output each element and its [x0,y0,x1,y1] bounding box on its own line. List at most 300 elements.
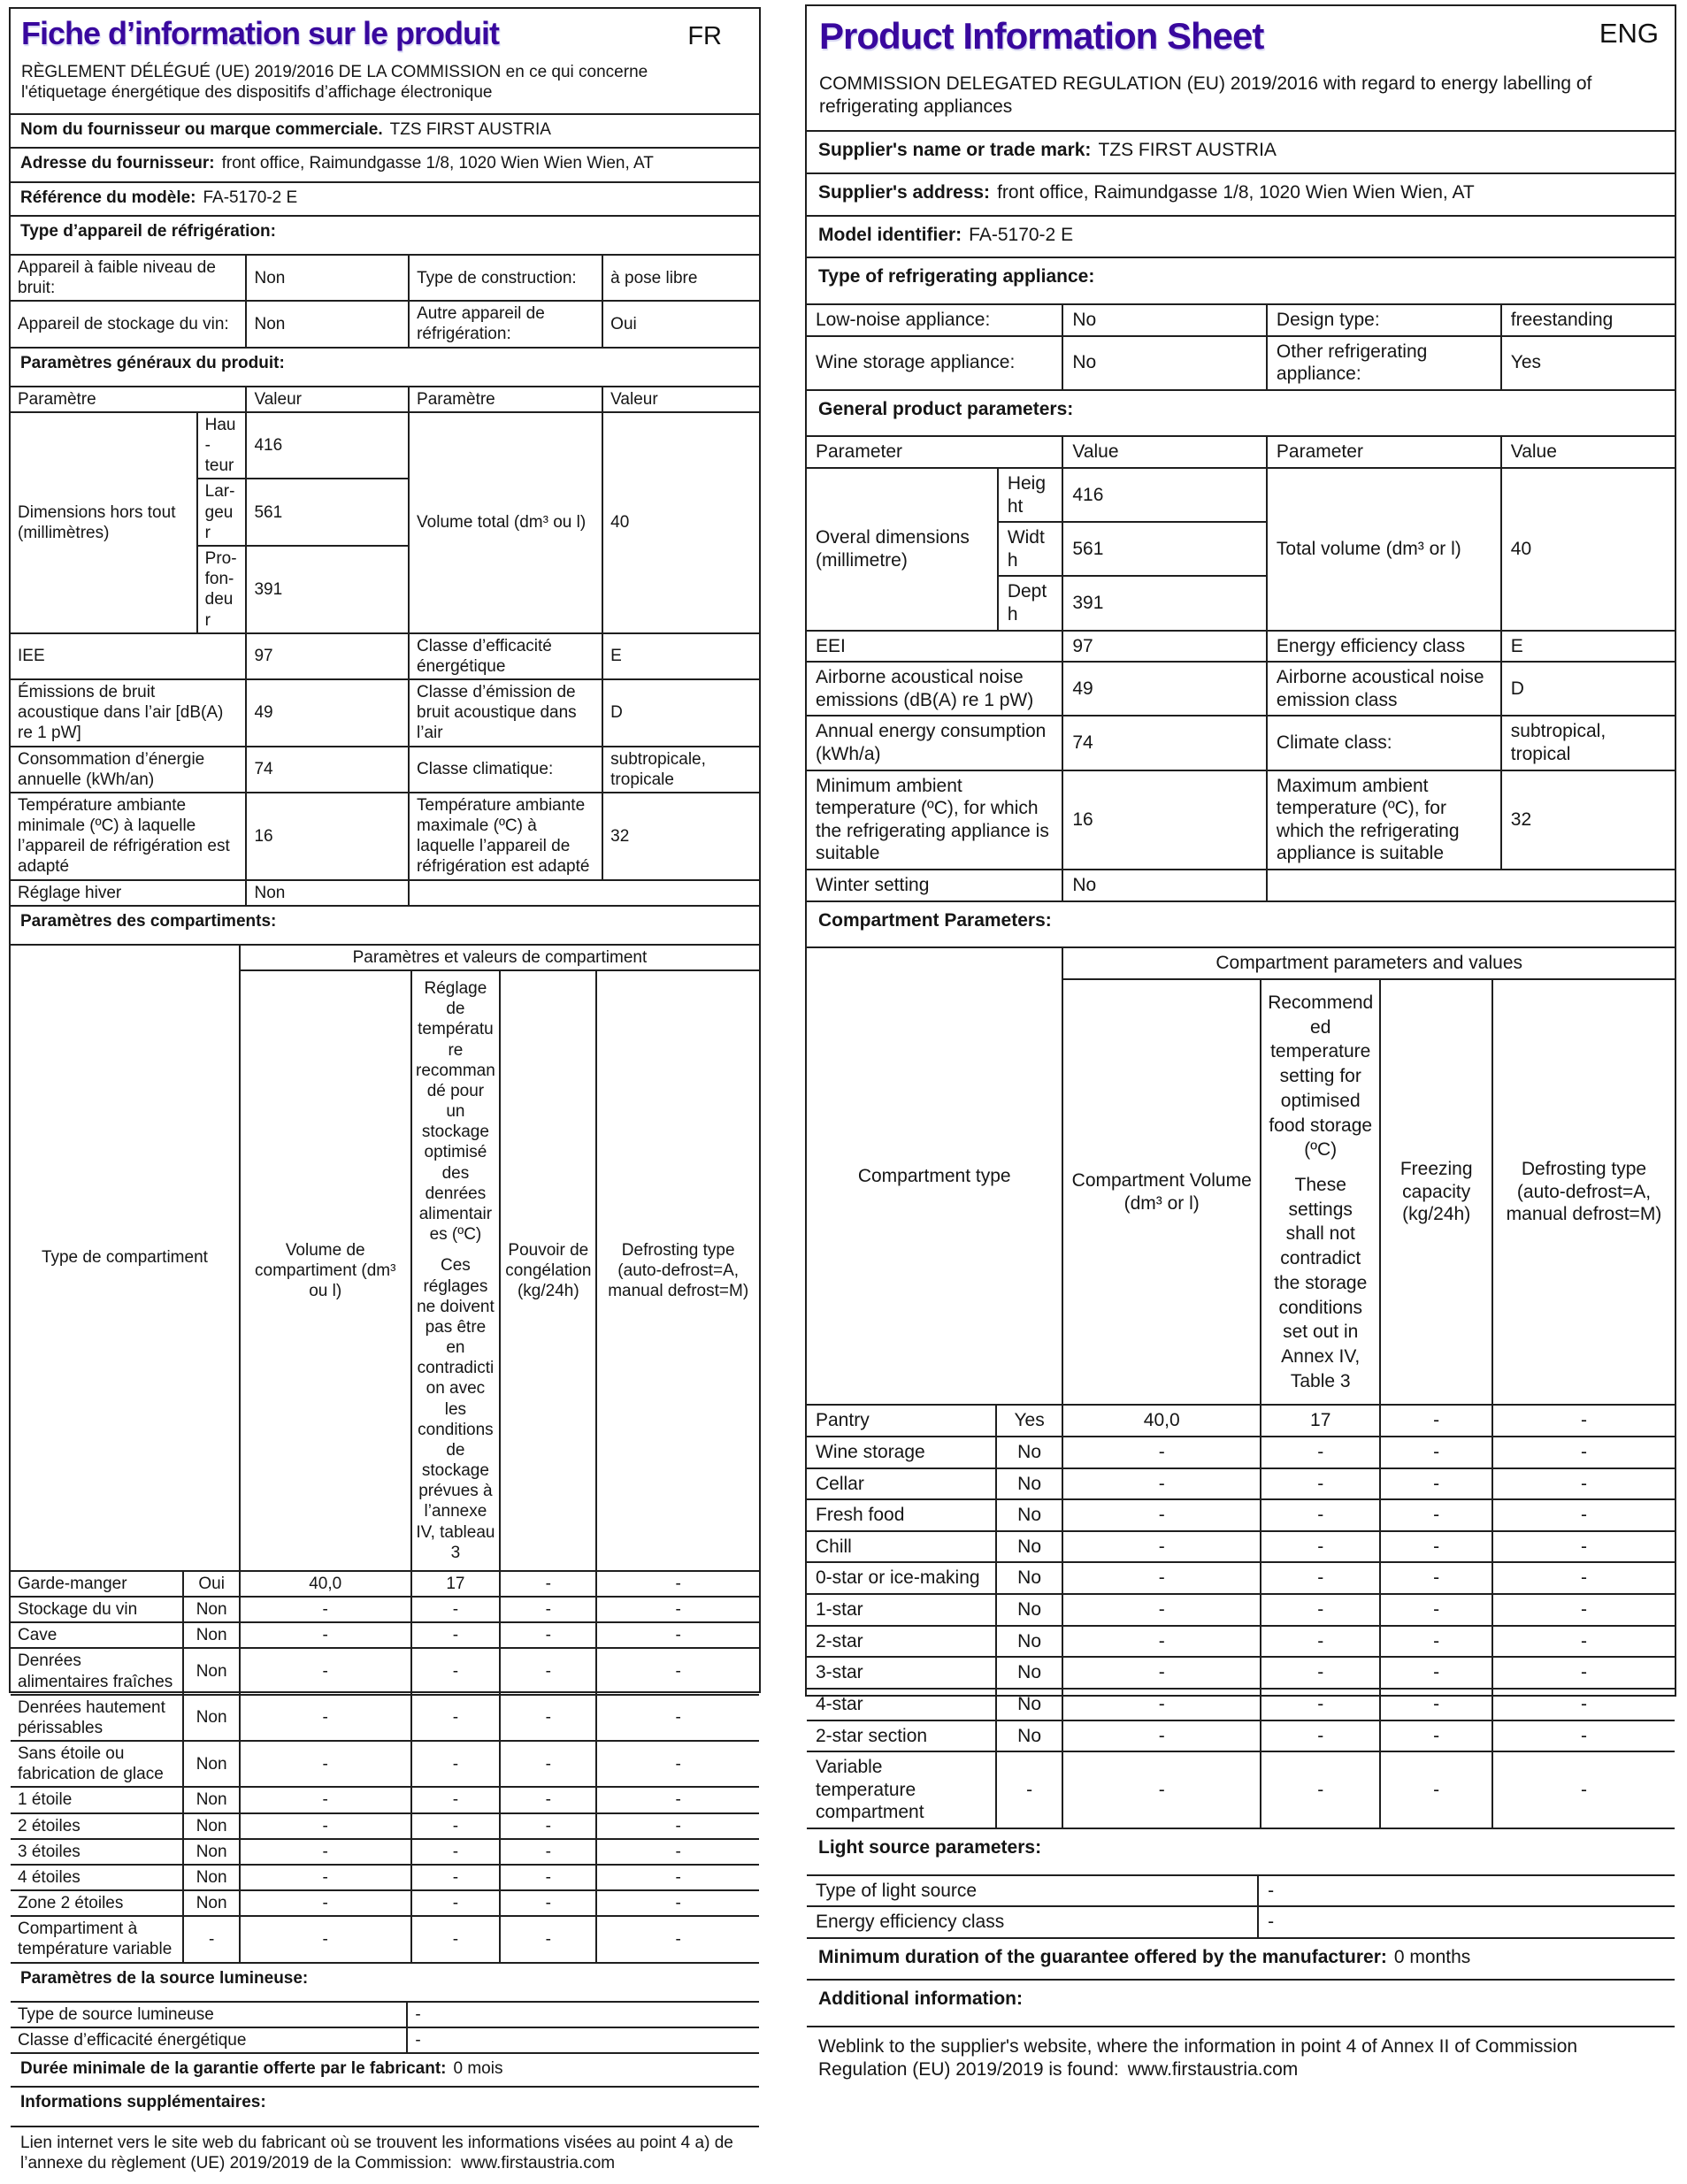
table-row [807,1751,1675,1828]
fr-guarantee-row [11,2054,759,2088]
en-compartment-table [807,948,1675,1829]
en-guarantee-value: 0 months [1393,1946,1471,1967]
temp-setting-note: Ces réglages ne doivent pas être en contradiction avec les conditions de stockage prévues à l’annexe IV, tableau 3 [416,1256,495,1562]
param-value-cell: 32 [1501,770,1675,870]
column-header-cell: Paramètre [11,387,246,412]
compartment-defrost-cell: - [596,1571,759,1597]
fr-model-row [11,183,759,217]
compartment-freezing-cell: - [1380,1751,1492,1828]
en-supplier-name-label: Supplier's name or trade mark: [818,140,1092,161]
compartment-name-cell: 2 étoiles [11,1813,183,1839]
en-page-title: Product Information Sheet [819,15,1264,57]
compartment-defrost-cell: - [596,1916,759,1962]
param-label-cell: Type de construction: [409,256,602,301]
compartment-volume-cell: - [1062,1437,1261,1468]
table-row [807,1720,1675,1752]
fr-supplier-address-row [11,149,759,182]
compartment-present-cell: Non [183,1839,239,1865]
fr-general-table [11,387,759,907]
compartment-name-cell: 0-star or ice-making [807,1562,996,1594]
param-value-cell: E [602,633,759,679]
fr-supplier-name-label: Nom du fournisseur ou marque commerciale. [20,120,383,140]
compartment-temp-cell: - [1261,1594,1380,1626]
param-value-cell: 40 [1501,468,1675,631]
empty-cell [409,880,759,906]
column-header-cell: Freezing capacity (kg/24h) [1380,979,1492,1406]
compartment-freezing-cell: - [1380,1405,1492,1437]
en-model-label: Model identifier: [818,224,962,245]
compartment-name-cell: 1-star [807,1594,996,1626]
compartment-volume-cell: - [1062,1657,1261,1689]
compartment-name-cell: Denrées hautement périssables [11,1695,183,1741]
table-row [807,1876,1675,1907]
dimension-name-cell: Hau-teur [197,412,247,479]
compartment-name-cell: 2-star [807,1626,996,1658]
fr-regulation-text: RÈGLEMENT DÉLÉGUÉ (UE) 2019/2016 DE LA COMMISSION en ce qui concerne l'étiquetage énergétique des dispositifs d’affichage électronique [21,62,648,103]
compartment-freezing-cell: - [500,1916,596,1962]
compartment-temp-cell: - [411,1741,501,1787]
compartment-freezing-cell: - [500,1571,596,1597]
compartment-name-cell: Sans étoile ou fabrication de glace [11,1741,183,1787]
column-header-cell: Value [1501,437,1675,468]
table-row [11,2027,759,2053]
param-label-cell: Appareil de stockage du vin: [11,301,246,347]
table-row [807,1405,1675,1437]
column-header-cell: Defrosting type (auto-defrost=A, manual defrost=M) [1492,979,1675,1406]
compartment-volume-cell: - [240,1839,411,1865]
dimension-name-cell: Pro-fon-deur [197,546,247,633]
param-label-cell: EEI [807,631,1062,663]
param-value-cell: Non [246,256,409,301]
en-model-row [807,217,1675,259]
en-lang-badge: ENG [1599,18,1659,49]
param-label-cell: Température ambiante maximale (ºC) à laquelle l’appareil de réfrigération est adapté [409,793,602,880]
en-guarantee-row [807,1939,1675,1981]
table-row [807,305,1675,336]
compartment-defrost-cell: - [596,1695,759,1741]
param-value-cell: Non [246,880,409,906]
compartment-volume-cell: 40,0 [240,1571,411,1597]
compartment-freezing-cell: - [500,1741,596,1787]
table-row [11,1695,759,1741]
param-value-cell: - [1258,1906,1675,1938]
compartment-volume-cell: - [240,1890,411,1916]
table-row [11,1622,759,1648]
param-label-cell: Design type: [1267,305,1501,336]
en-section-compartments-header: Compartment Parameters: [807,902,1675,949]
compartment-present-cell: Non [183,1787,239,1812]
table-row [11,747,759,793]
en-model-value: FA-5170-2 E [969,224,1074,245]
en-supplier-address-label: Supplier's address: [818,182,991,203]
compartment-name-cell: Cave [11,1622,183,1648]
compartment-defrost-cell: - [596,1787,759,1812]
compartment-volume-cell: - [240,1916,411,1962]
compartment-freezing-cell: - [1380,1562,1492,1594]
compartment-name-cell: 3-star [807,1657,996,1689]
fr-guarantee-label: Durée minimale de la garantie offerte par le fabricant: [20,2059,447,2079]
column-header-cell: Paramètre [409,387,602,412]
table-row [807,468,1675,522]
compartment-name-cell: 4-star [807,1689,996,1720]
fr-section-general-header: Paramètres généraux du produit: [11,349,759,387]
table-row [807,1906,1675,1938]
fr-supplier-address-label: Adresse du fournisseur: [20,154,215,173]
param-label-cell: Energy efficiency class [1267,631,1501,663]
fr-weblink-text: Lien internet vers le site web du fabricant où se trouvent les informations visées au point 4 a) de l’annexe du règlement (UE) 2019/2019 de la Commission: [20,2133,733,2173]
dimension-value-cell: 561 [246,479,409,546]
compartment-freezing-cell: - [500,1890,596,1916]
compartment-type-header-cell: Compartment type [807,948,1062,1405]
compartment-name-cell: Chill [807,1531,996,1563]
compartment-freezing-cell: - [500,1597,596,1622]
table-row [807,1689,1675,1720]
param-value-cell: D [602,679,759,747]
param-value-cell: E [1501,631,1675,663]
fr-light-table [11,2003,759,2054]
compartment-freezing-cell: - [1380,1657,1492,1689]
en-weblink-text: Weblink to the supplier's website, where the information in point 4 of Annex II of Commission Regulation (EU) 2019/2019 is found: [818,2035,1578,2080]
column-header-cell: Parameter [807,437,1062,468]
compartment-defrost-cell: - [596,1839,759,1865]
dimension-name-cell: Width [998,522,1063,576]
compartment-present-cell: No [996,1626,1063,1658]
compartment-defrost-cell: - [1492,1657,1675,1689]
table-row [11,1813,759,1839]
compartment-temp-cell: - [1261,1499,1380,1531]
compartment-freezing-cell: - [1380,1720,1492,1752]
table-header-row [807,437,1675,468]
compartment-defrost-cell: - [1492,1531,1675,1563]
param-label-cell: Climate class: [1267,716,1501,770]
compartment-present-cell: No [996,1499,1063,1531]
compartment-defrost-cell: - [596,1622,759,1648]
param-value-cell: - [407,2003,759,2027]
compartment-present-cell: Non [183,1890,239,1916]
table-header-row [807,948,1675,979]
compartment-name-cell: 1 étoile [11,1787,183,1812]
param-value-cell: Yes [1501,336,1675,390]
compartment-temp-cell: - [411,1695,501,1741]
compartment-defrost-cell: - [1492,1468,1675,1500]
compartment-present-cell: - [996,1751,1063,1828]
compartment-volume-cell: - [1062,1689,1261,1720]
table-row [807,1657,1675,1689]
param-value-cell: D [1501,662,1675,716]
column-header-cell: Pouvoir de congélation (kg/24h) [500,970,596,1571]
table-header-row [11,946,759,970]
compartment-defrost-cell: - [1492,1689,1675,1720]
compartment-freezing-cell: - [1380,1499,1492,1531]
compartment-temp-cell: - [1261,1626,1380,1658]
dimension-name-cell: Depth [998,576,1063,630]
empty-cell [1267,870,1675,901]
table-row [11,1648,759,1694]
compartment-type-header-cell: Type de compartiment [11,946,240,1571]
compartment-volume-cell: - [1062,1751,1261,1828]
fr-type-table [11,256,759,349]
param-label-cell: Volume total (dm³ ou l) [409,412,602,633]
fr-section-light-header: Paramètres de la source lumineuse: [11,1964,759,2003]
table-row [11,880,759,906]
compartment-freezing-cell: - [500,1865,596,1890]
param-label-cell: Energy efficiency class [807,1906,1258,1938]
compartment-name-cell: Variable temperature compartment [807,1751,996,1828]
compartment-name-cell: Compartiment à température variable [11,1916,183,1962]
param-value-cell: 74 [246,747,409,793]
compartment-freezing-cell: - [1380,1531,1492,1563]
dimension-value-cell: 416 [246,412,409,479]
fr-model-label: Référence du modèle: [20,188,196,207]
compartment-temp-cell: - [1261,1468,1380,1500]
column-header-cell [1261,979,1380,1406]
param-value-cell: à pose libre [602,256,759,301]
param-value-cell: Non [246,301,409,347]
param-label-cell: Other refrigerating appliance: [1267,336,1501,390]
compartment-temp-cell: - [411,1648,501,1694]
table-row [11,1571,759,1597]
compartment-defrost-cell: - [1492,1720,1675,1752]
compartment-defrost-cell: - [1492,1499,1675,1531]
fr-weblink-row [11,2127,759,2184]
compartment-temp-cell: - [1261,1689,1380,1720]
param-value-cell: - [1258,1876,1675,1907]
param-label-cell: Température ambiante minimale (ºC) à laquelle l’appareil de réfrigération est adapté [11,793,246,880]
param-value-cell: No [1062,870,1267,901]
table-row [11,1787,759,1812]
fr-section-type-header: Type d’appareil de réfrigération: [11,217,759,256]
param-value-cell: 49 [1062,662,1267,716]
param-value-cell: No [1062,305,1267,336]
en-weblink-url: www.firstaustria.com [1127,2058,1299,2080]
sheet-en [805,4,1676,2080]
compartment-present-cell: Non [183,1622,239,1648]
compartment-present-cell: Non [183,1695,239,1741]
compartment-defrost-cell: - [596,1648,759,1694]
compartment-defrost-cell: - [596,1741,759,1787]
dimension-name-cell: Lar-geur [197,479,247,546]
dimension-value-cell: 416 [1062,468,1267,522]
param-label-cell: Minimum ambient temperature (ºC), for which the refrigerating appliance is suitable [807,770,1062,870]
compartment-name-cell: 3 étoiles [11,1839,183,1865]
column-header-cell [411,970,501,1571]
compartment-volume-cell: - [1062,1626,1261,1658]
compartment-volume-cell: - [240,1695,411,1741]
table-row [11,301,759,347]
compartment-defrost-cell: - [1492,1594,1675,1626]
en-guarantee-label: Minimum duration of the guarantee offered by the manufacturer: [818,1946,1387,1967]
table-row [807,1531,1675,1563]
compartment-name-cell: 2-star section [807,1720,996,1752]
compartment-volume-cell: - [240,1787,411,1812]
compartment-name-cell: Cellar [807,1468,996,1500]
param-value-cell: 49 [246,679,409,747]
compartment-present-cell: No [996,1562,1063,1594]
table-row [11,1890,759,1916]
param-value-cell: 74 [1062,716,1267,770]
param-label-cell: Classe climatique: [409,747,602,793]
compartment-temp-cell: - [411,1916,501,1962]
table-row [807,1499,1675,1531]
compartment-present-cell: No [996,1468,1063,1500]
compartment-volume-cell: - [1062,1562,1261,1594]
param-value-cell: 40 [602,412,759,633]
param-label-cell: Maximum ambient temperature (ºC), for which the refrigerating appliance is suitable [1267,770,1501,870]
param-label-cell: Classe d’efficacité énergétique [11,2027,407,2053]
param-label-cell: Airborne acoustical noise emissions (dB(A) re 1 pW) [807,662,1062,716]
param-label-cell: Type of light source [807,1876,1258,1907]
compartment-temp-cell: - [1261,1720,1380,1752]
table-row [11,2003,759,2027]
compartment-freezing-cell: - [1380,1594,1492,1626]
param-label-cell: Autre appareil de réfrigération: [409,301,602,347]
compartment-volume-cell: - [240,1648,411,1694]
compartment-present-cell: Non [183,1648,239,1694]
compartment-volume-cell: - [1062,1531,1261,1563]
compartment-defrost-cell: - [1492,1437,1675,1468]
compartment-volume-cell: - [240,1741,411,1787]
compartment-volume-cell: 40,0 [1062,1405,1261,1437]
compartment-temp-cell: - [411,1622,501,1648]
param-label-cell: Total volume (dm³ or l) [1267,468,1501,631]
en-general-table [807,437,1675,901]
param-value-cell: 16 [1062,770,1267,870]
compartment-temp-cell: - [411,1813,501,1839]
column-header-cell: Defrosting type (auto-defrost=A, manual defrost=M) [596,970,759,1571]
compartment-freezing-cell: - [500,1813,596,1839]
column-header-cell: Valeur [602,387,759,412]
compartment-name-cell: Denrées alimentaires fraîches [11,1648,183,1694]
compartment-name-cell: Stockage du vin [11,1597,183,1622]
compartment-temp-cell: - [1261,1751,1380,1828]
dimension-value-cell: 391 [246,546,409,633]
param-label-cell: Classe d’efficacité énergétique [409,633,602,679]
temp-setting-note: These settings shall not contradict the storage conditions set out in Annex IV, Table 3 [1274,1174,1368,1391]
table-row [11,412,759,479]
fr-supplier-name-value: TZS FIRST AUSTRIA [389,120,551,140]
param-label-cell: Airborne acoustical noise emission class [1267,662,1501,716]
compartment-volume-cell: - [240,1865,411,1890]
dimension-value-cell: 561 [1062,522,1267,576]
compartment-freezing-cell: - [500,1787,596,1812]
table-row [807,716,1675,770]
compartment-temp-cell: - [411,1865,501,1890]
compartment-name-cell: Pantry [807,1405,996,1437]
compartment-present-cell: - [183,1916,239,1962]
fr-guarantee-value: 0 mois [453,2059,503,2079]
table-row [807,1468,1675,1500]
compartment-temp-cell: - [411,1839,501,1865]
table-row [807,662,1675,716]
compartment-freezing-cell: - [1380,1437,1492,1468]
table-row [807,1562,1675,1594]
en-supplier-address-value: front office, Raimundgasse 1/8, 1020 Wien Wien Wien, AT [997,182,1475,203]
param-value-cell: freestanding [1501,305,1675,336]
en-section-light-header: Light source parameters: [807,1829,1675,1876]
param-label-cell: Low-noise appliance: [807,305,1062,336]
column-header-cell: Parameter [1267,437,1501,468]
en-type-table [807,305,1675,391]
compartment-defrost-cell: - [596,1865,759,1890]
compartment-freezing-cell: - [1380,1689,1492,1720]
param-label-cell: Type de source lumineuse [11,2003,407,2027]
en-supplier-address-row [807,174,1675,217]
compartment-temp-cell: - [1261,1657,1380,1689]
compartment-volume-cell: - [240,1813,411,1839]
table-row [11,1865,759,1890]
fr-compartment-table [11,946,759,1964]
param-label-cell: Classe d’émission de bruit acoustique dans l’air [409,679,602,747]
table-row [11,256,759,301]
compartment-present-cell: No [996,1594,1063,1626]
compartment-volume-cell: - [1062,1468,1261,1500]
compartment-temp-cell: - [1261,1437,1380,1468]
compartment-name-cell: 4 étoiles [11,1865,183,1890]
param-label-cell: Wine storage appliance: [807,336,1062,390]
en-title-block [807,6,1675,132]
compartment-present-cell: No [996,1689,1063,1720]
param-label-cell: Winter setting [807,870,1062,901]
compartment-freezing-cell: - [500,1839,596,1865]
en-section-additional-header: Additional information: [807,1981,1675,2027]
param-label-cell: IEE [11,633,246,679]
table-row [11,1597,759,1622]
en-section-type-header: Type of refrigerating appliance: [807,258,1675,305]
table-header-row [11,387,759,412]
compartment-freezing-cell: - [1380,1626,1492,1658]
table-row [11,633,759,679]
en-section-general-header: General product parameters: [807,391,1675,438]
en-regulation-text: COMMISSION DELEGATED REGULATION (EU) 2019/2016 with regard to energy labelling of refrigerating appliances [819,73,1592,117]
compartment-name-cell: Fresh food [807,1499,996,1531]
compartment-present-cell: Oui [183,1571,239,1597]
compartment-temp-cell: - [1261,1531,1380,1563]
param-value-cell: subtropicale, tropicale [602,747,759,793]
table-row [11,1916,759,1962]
compartment-present-cell: Non [183,1865,239,1890]
table-row [807,1437,1675,1468]
compartment-name-cell: Wine storage [807,1437,996,1468]
dimensions-label-cell: Overal dimensions (millimetre) [807,468,998,631]
compartment-temp-cell: - [411,1597,501,1622]
table-row [11,679,759,747]
compartment-temp-cell: 17 [411,1571,501,1597]
compartment-defrost-cell: - [1492,1405,1675,1437]
compartment-freezing-cell: - [500,1648,596,1694]
compartment-temp-cell: 17 [1261,1405,1380,1437]
fr-supplier-name-row [11,115,759,149]
table-row [807,631,1675,663]
param-value-cell: - [407,2027,759,2053]
compartment-freezing-cell: - [1380,1468,1492,1500]
table-row [807,870,1675,901]
param-value-cell: 97 [1062,631,1267,663]
compartment-present-cell: Non [183,1597,239,1622]
fr-section-additional-header: Informations supplémentaires: [11,2088,759,2127]
fr-page-title: Fiche d’information sur le produit [21,15,500,51]
compartment-volume-cell: - [1062,1720,1261,1752]
dimension-value-cell: 391 [1062,576,1267,630]
compartment-volume-cell: - [240,1597,411,1622]
dimensions-label-cell: Dimensions hors tout (millimètres) [11,412,197,633]
compartment-volume-cell: - [240,1622,411,1648]
compartment-defrost-cell: - [1492,1562,1675,1594]
compartment-defrost-cell: - [596,1813,759,1839]
compartment-present-cell: No [996,1720,1063,1752]
param-label-cell: Consommation d’énergie annuelle (kWh/an) [11,747,246,793]
fr-weblink-url: www.firstaustria.com [460,2153,616,2173]
compartment-present-cell: Yes [996,1405,1063,1437]
